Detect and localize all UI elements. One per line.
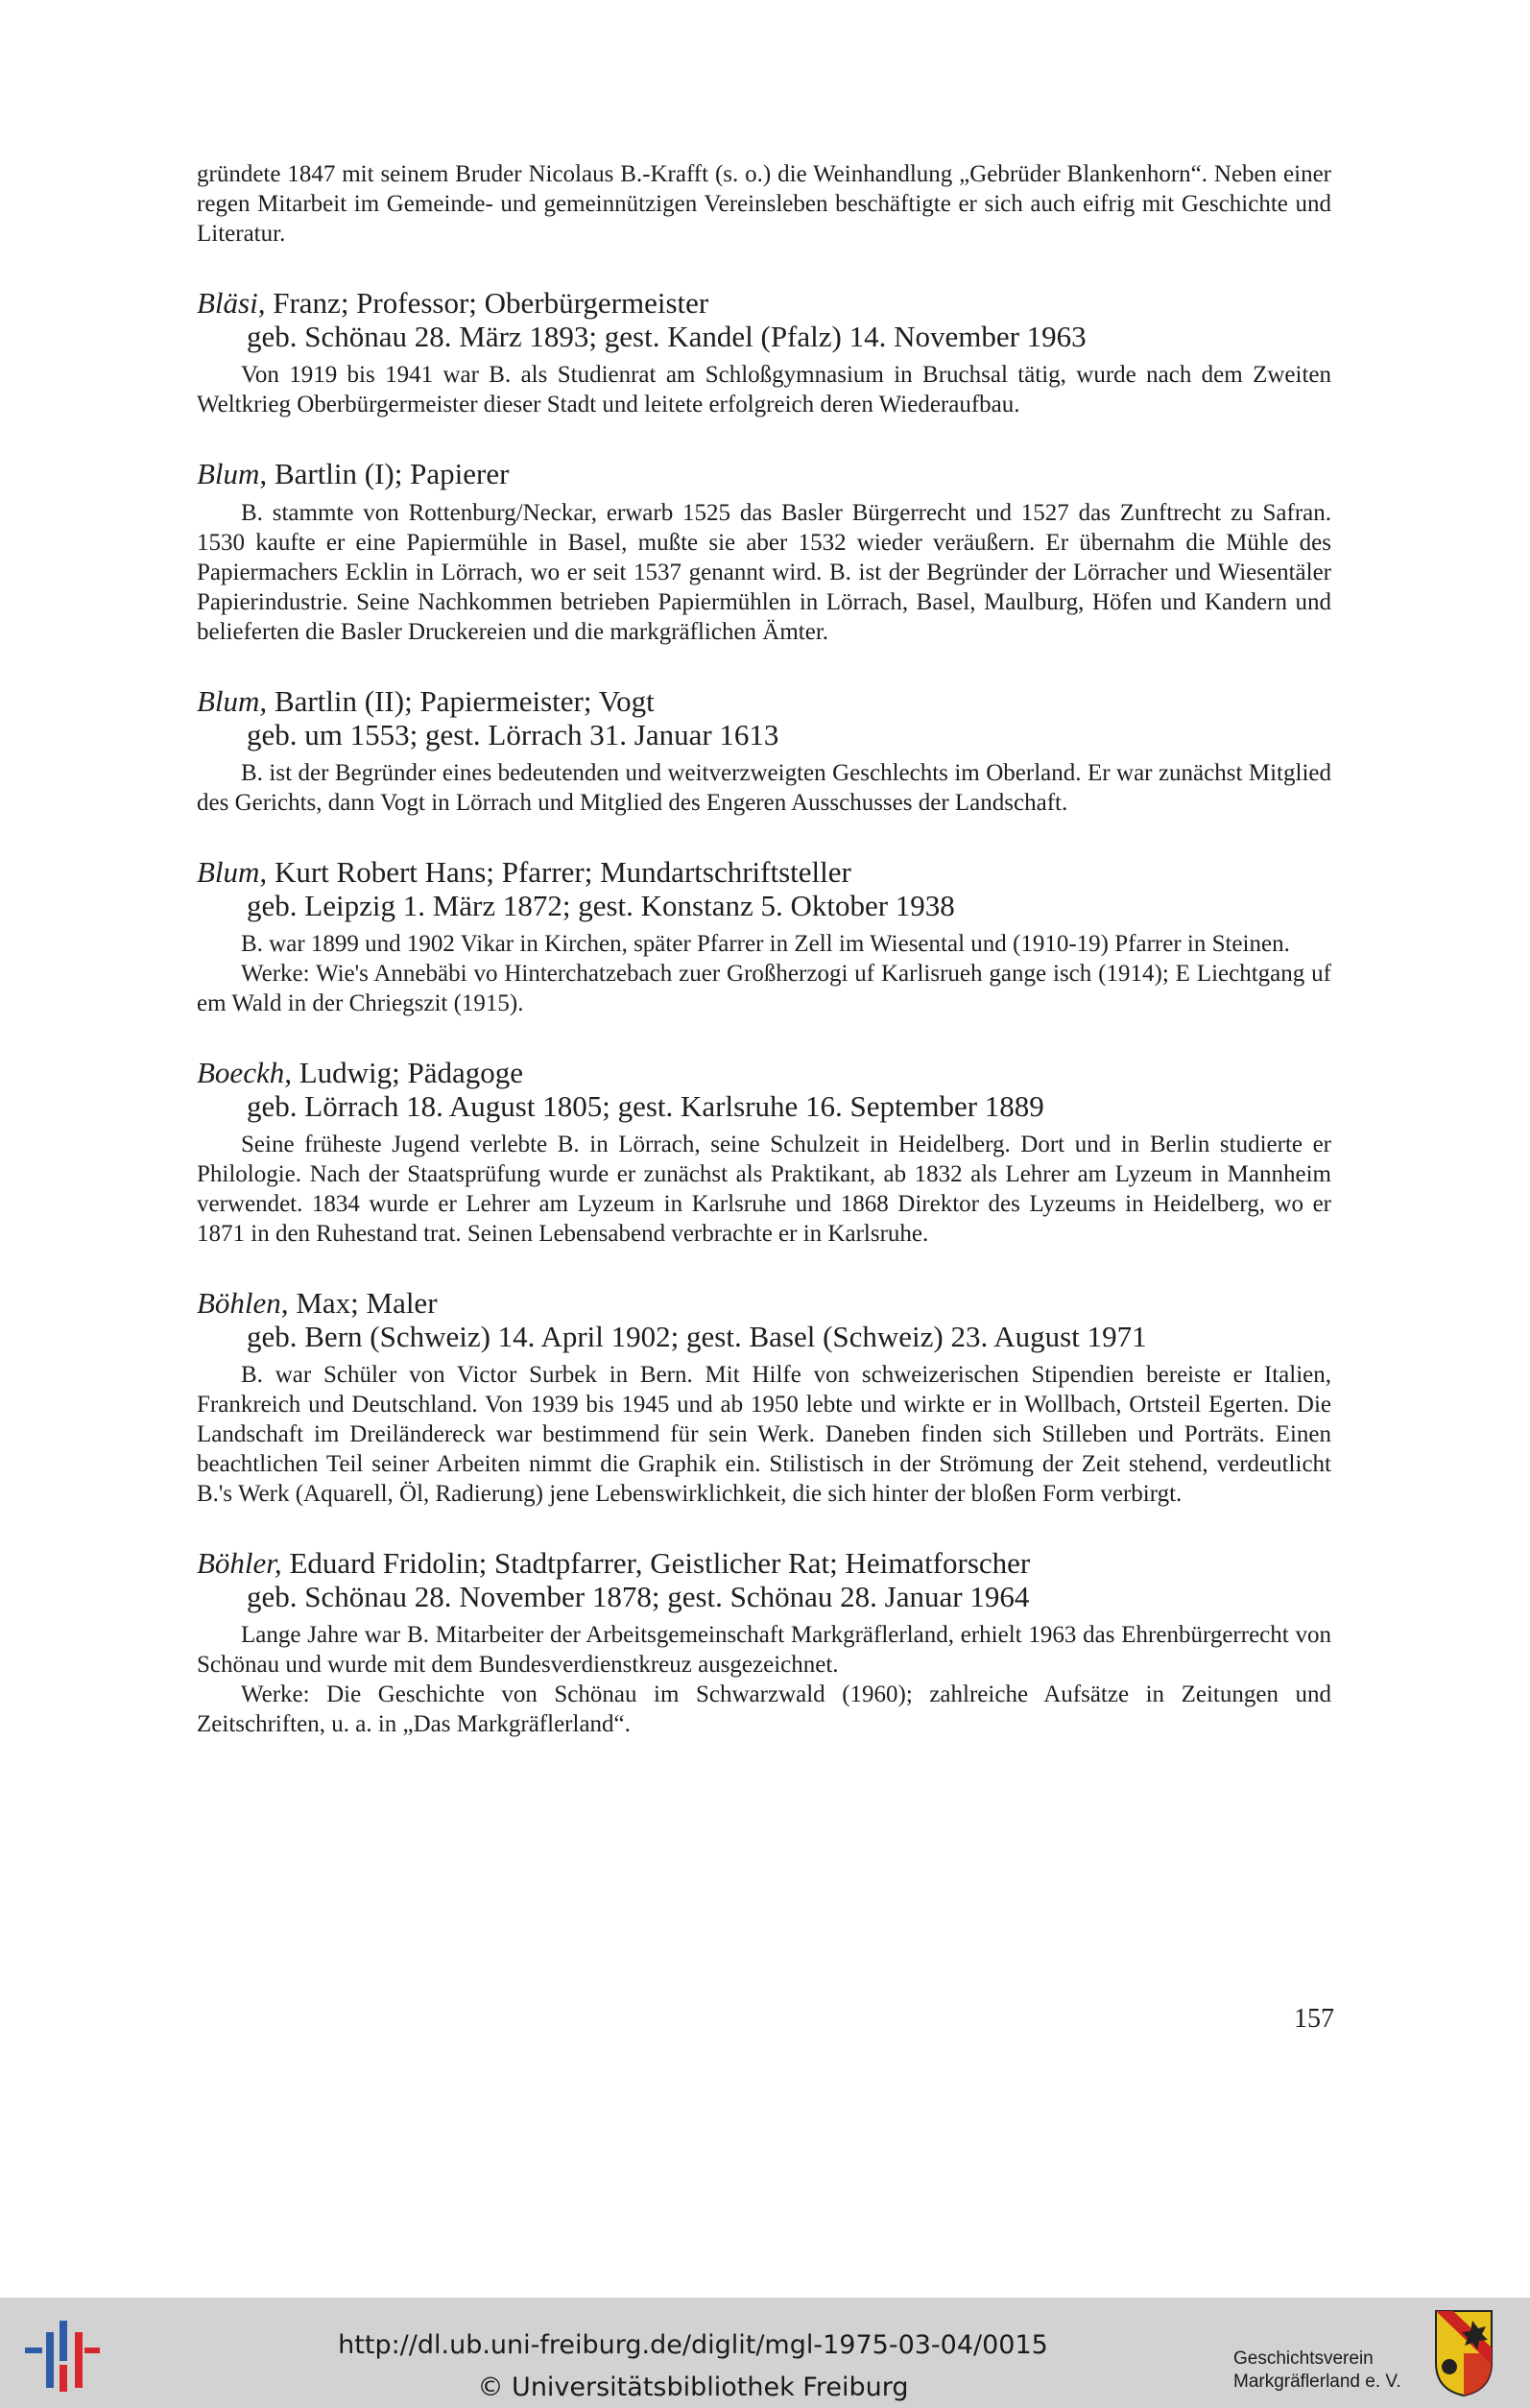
entry-life-dates: geb. Schönau 28. November 1878; gest. Schönau 28. Januar 1964 [247, 1580, 1030, 1613]
entry-heading [197, 856, 1331, 889]
entry-surname: Blum, [197, 457, 268, 490]
society-name-line-2: Markgräflerland e. V. [1233, 2372, 1401, 2392]
entry-life-dates: geb. Lörrach 18. August 1805; gest. Karlsruhe 16. September 1889 [247, 1089, 1044, 1123]
entry-heading [197, 1287, 1331, 1320]
intro-paragraph: gründete 1847 mit seinem Bruder Nicolaus B.-Krafft (s. o.) die Weinhandlung „Gebrüder Blankenhorn“. Neben einer regen Mitarbeit im Gemeinde- und gemeinnützigen Vereinsleben beschäftigte er sich auch eifrig mit Geschichte und Literatur. [197, 161, 1331, 247]
entry-name-and-profession: Ludwig; Pädagoge [291, 1056, 524, 1089]
entry-heading [197, 1547, 1331, 1580]
entry-name-and-profession: Franz; Professor; Oberbürgermeister [265, 286, 709, 320]
entry-paragraph: Werke: Die Geschichte von Schönau im Schwarzwald (1960); zahlreiche Aufsätze in Zeitungen und Zeitschriften, u. a. in „Das Markgräflerland“. [197, 1681, 1331, 1737]
page-number: 157 [1294, 2004, 1334, 2034]
entry-paragraph: Von 1919 bis 1941 war B. als Studienrat am Schloßgymnasium in Bruchsal tätig, wurde nach dem Zweiten Weltkrieg Oberbürgermeister dieser Stadt und leitete erfolgreich deren Wiederaufbau. [197, 362, 1331, 417]
footer-url-link[interactable]: http://dl.ub.uni-freiburg.de/diglit/mgl-1975-03-04/0015 [338, 2330, 1048, 2360]
entry-surname: Blum, [197, 684, 268, 718]
biography-entry [197, 685, 1331, 818]
biography-entry [197, 1547, 1331, 1739]
entry-life-dates: geb. Schönau 28. März 1893; gest. Kandel (Pfalz) 14. November 1963 [247, 320, 1087, 353]
entry-name-and-profession: Max; Maler [288, 1286, 438, 1320]
entry-name-and-profession: Bartlin (II); Papiermeister; Vogt [267, 684, 655, 718]
biography-entry [197, 856, 1331, 1018]
entry-name-and-profession: Eduard Fridolin; Stadtpfarrer, Geistlicher Rat; Heimatforscher [281, 1546, 1031, 1580]
entry-list [197, 287, 1331, 1739]
biography-entry [197, 1057, 1331, 1249]
entry-heading [197, 287, 1331, 320]
biography-entry [197, 287, 1331, 419]
entry-surname: Böhler, [197, 1546, 282, 1580]
society-name [1233, 2348, 1425, 2394]
footer-bar [0, 2298, 1530, 2408]
entry-paragraph: Seine früheste Jugend verlebte B. in Lörrach, seine Schulzeit in Heidelberg. Dort und in Berlin studierte er Philologie. Nach der Staatsprüfung wurde er zunächst als Praktikant, ab 1832 als Lehrer am Lyzeum in Mannheim verwendet. 1834 wurde er Lehrer am Lyzeum in Karlsruhe und 1868 Direktor des Lyzeums in Heidelberg, wo er 1871 in den Ruhestand trat. Seinen Lebensabend verbrachte er in Karlsruhe. [197, 1132, 1331, 1247]
footer-copyright: © Universitätsbibliothek Freiburg [477, 2372, 909, 2402]
entry-life-dates: geb. Bern (Schweiz) 14. April 1902; gest. Basel (Schweiz) 23. August 1971 [247, 1320, 1147, 1353]
entry-heading [197, 1057, 1331, 1089]
page-content [197, 159, 1331, 1739]
society-name-line-1: Geschichtsverein [1233, 2348, 1374, 2369]
entry-paragraph: B. stammte von Rottenburg/Neckar, erwarb 1525 das Basler Bürgerrecht und 1527 das Zunftrecht zu Safran. 1530 kaufte er eine Papiermühle in Basel, mußte sie aber 1532 wieder veräußern. Er übernahm die Mühle des Papiermachers Ecklin in Lörrach, wo er seit 1537 genannt wird. B. ist der Begründer der Lörracher und Wiesentäler Papierindustrie. Seine Nachkommen betrieben Papiermühlen in Lörrach, Basel, Maulburg, Höfen und Kandern und belieferten die Basler Druckereien und die markgräflichen Ämter. [197, 500, 1331, 645]
entry-surname: Blum, [197, 855, 268, 889]
entry-surname: Boeckh, [197, 1056, 292, 1089]
entry-paragraph: Werke: Wie's Annebäbi vo Hinterchatzebach zuer Großherzogi uf Karlisrueh gange isch (1914); E Liechtgang uf em Wald in der Chriegszit (1915). [197, 961, 1331, 1016]
entry-name-and-profession: Kurt Robert Hans; Pfarrer; Mundartschriftsteller [267, 855, 851, 889]
entry-life-dates: geb. Leipzig 1. März 1872; gest. Konstanz 5. Oktober 1938 [247, 889, 955, 922]
entry-name-and-profession: Bartlin (I); Papierer [267, 457, 510, 490]
entry-surname: Bläsi, [197, 286, 266, 320]
entry-life-dates: geb. um 1553; gest. Lörrach 31. Januar 1613 [247, 718, 779, 751]
biography-entry [197, 1287, 1331, 1509]
entry-paragraph: B. war Schüler von Victor Surbek in Bern. Mit Hilfe von schweizerischen Stipendien bereiste er Italien, Frankreich und Deutschland. Von 1939 bis 1945 und ab 1950 lebte und wirkte er in Wollbach, Ortsteil Egerten. Die Landschaft im Dreiländereck war bestimmend für sein Werk. Daneben finden sich Stilleben und Porträts. Einen beachtlichen Teil seiner Arbeiten nimmt die Graphik ein. Stilistisch in der Strömung der Zeit stehend, verdeutlicht B.'s Werk (Aquarell, Öl, Radierung) jene Lebenswirklichkeit, die sich hinter der bloßen Form verbirgt. [197, 1362, 1331, 1507]
entry-surname: Böhlen, [197, 1286, 289, 1320]
entry-heading [197, 458, 1331, 490]
coat-of-arms-icon [1434, 2309, 1494, 2397]
entry-heading [197, 685, 1331, 718]
entry-paragraph: B. war 1899 und 1902 Vikar in Kirchen, später Pfarrer in Zell im Wiesental und (1910-19) Pfarrer in Steinen. [241, 931, 1290, 957]
biography-entry [197, 458, 1331, 647]
entry-paragraph: B. ist der Begründer eines bedeutenden und weitverzweigten Geschlechts im Oberland. Er war zunächst Mitglied des Gerichts, dann Vogt in Lörrach und Mitglied des Engeren Ausschusses der Landschaft. [197, 760, 1331, 816]
entry-paragraph: Lange Jahre war B. Mitarbeiter der Arbeitsgemeinschaft Markgräflerland, erhielt 1963 das Ehrenbürgerrecht von Schönau und wurde mit dem Bundesverdienstkreuz ausgezeichnet. [197, 1622, 1331, 1678]
